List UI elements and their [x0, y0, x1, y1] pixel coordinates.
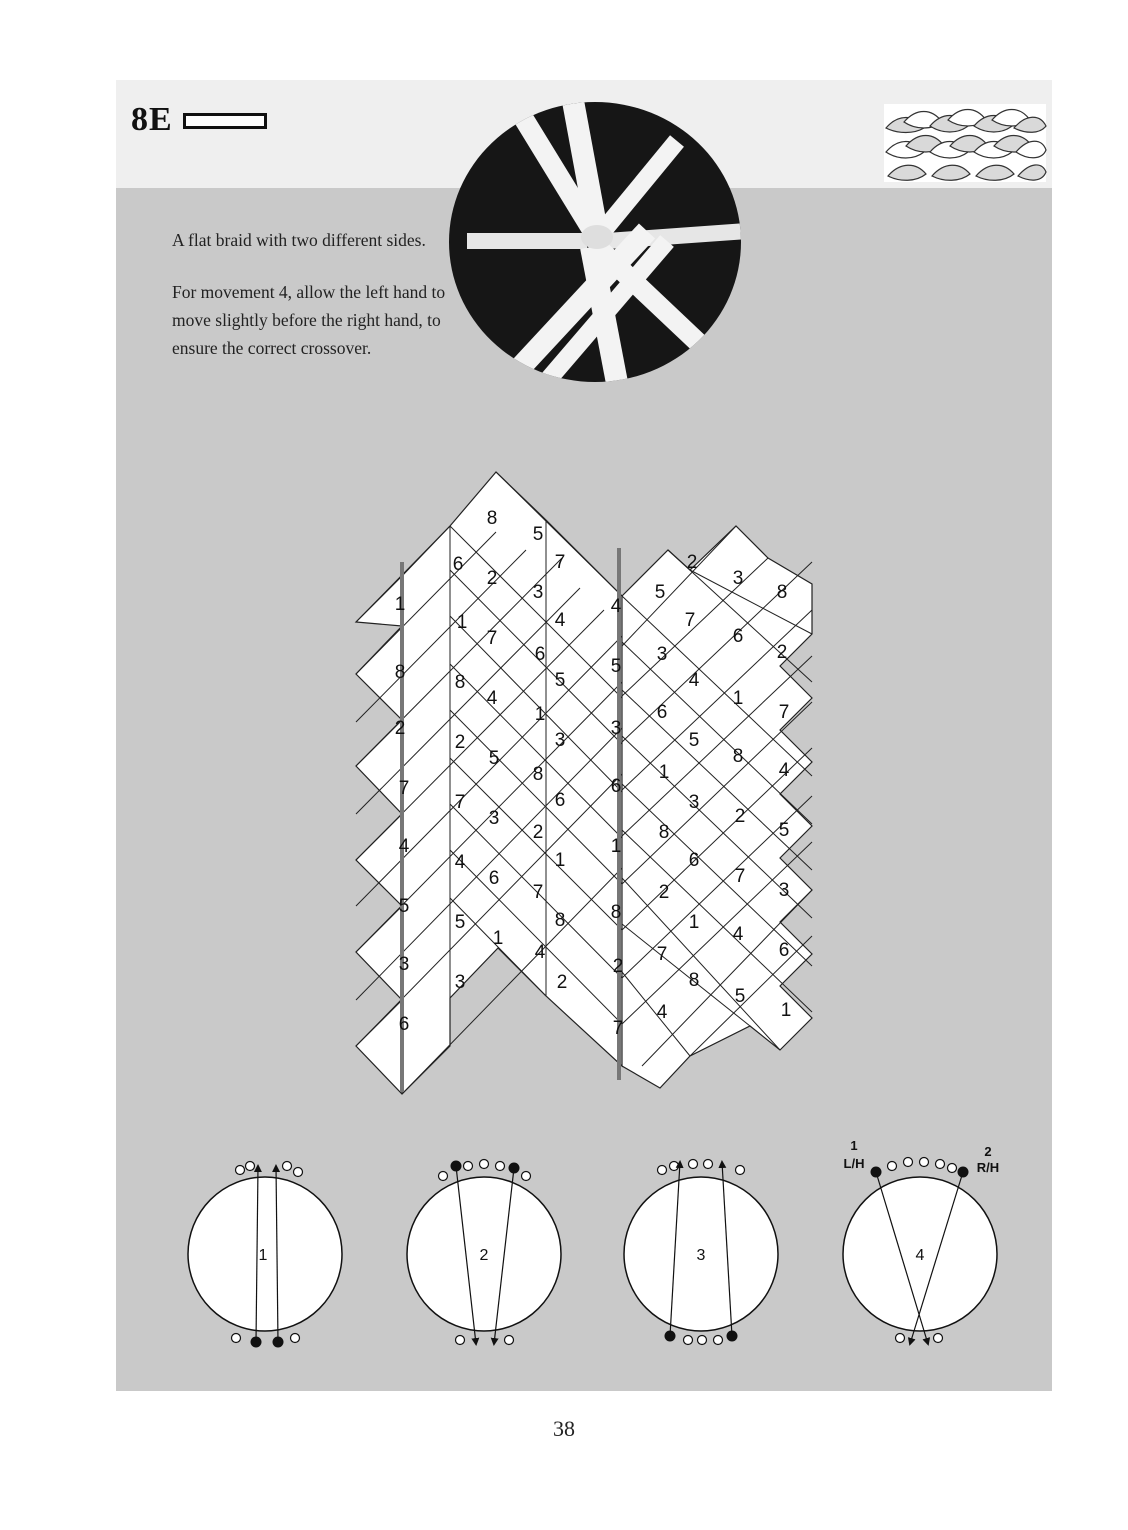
braid-code: 8E	[131, 101, 173, 138]
diagram-number: 3	[778, 880, 790, 901]
diagram-number: 3	[688, 792, 700, 813]
right-hand-order: 2	[984, 1144, 992, 1159]
diagram-number: 4	[486, 688, 498, 709]
movement-number: 4	[915, 1247, 925, 1264]
movement-4-diagram	[843, 1138, 999, 1344]
movement-1-diagram	[188, 1162, 342, 1348]
diagram-number: 6	[688, 850, 700, 871]
diagram-number: 8	[732, 746, 744, 767]
diagram-number: 4	[732, 924, 744, 945]
diagram-number: 6	[656, 702, 668, 723]
description-paragraph-1: A flat braid with two different sides.	[172, 230, 426, 250]
diagram-number: 6	[610, 776, 622, 797]
diagram-number: 2	[658, 882, 670, 903]
diagram-number: 2	[394, 718, 406, 739]
diagram-number: 5	[532, 524, 544, 545]
diagram-number: 8	[454, 672, 466, 693]
diagram-number: 5	[654, 582, 666, 603]
diagram-number: 8	[554, 910, 566, 931]
diagram-number: 3	[610, 718, 622, 739]
diagram-number: 5	[734, 986, 746, 1007]
braid-texture-illustration	[884, 104, 1046, 182]
diagram-number: 3	[454, 972, 466, 993]
diagram-number: 2	[486, 568, 498, 589]
diagram-number: 7	[554, 552, 566, 573]
diagram-number: 3	[656, 644, 668, 665]
diagram-number: 6	[778, 940, 790, 961]
diagram-number: 1	[658, 762, 670, 783]
diagram-number: 3	[398, 954, 410, 975]
diagram-number: 2	[532, 822, 544, 843]
diagram-number: 4	[454, 852, 466, 873]
diagram-number: 5	[488, 748, 500, 769]
diagram-number: 5	[454, 912, 466, 933]
diagram-number: 1	[732, 688, 744, 709]
diagram-number: 6	[732, 626, 744, 647]
diagram-number: 7	[532, 882, 544, 903]
diagram-number: 8	[394, 662, 406, 683]
diagram-number: 6	[398, 1014, 410, 1035]
diagram-number: 1	[394, 594, 406, 615]
diagram-number: 6	[488, 868, 500, 889]
movement-number: 3	[696, 1247, 706, 1264]
left-guide-bar	[400, 562, 404, 1092]
diagram-number: 1	[492, 928, 504, 949]
diagram-number: 1	[688, 912, 700, 933]
diagram-number: 6	[554, 790, 566, 811]
diagram-number: 7	[778, 702, 790, 723]
diagram-number: 4	[688, 670, 700, 691]
diagram-number: 4	[610, 596, 622, 617]
diagram-number: 4	[398, 836, 410, 857]
page-number: 38	[553, 1416, 575, 1441]
diagram-number: 1	[456, 612, 468, 633]
diagram-number: 7	[734, 866, 746, 887]
diagram-number: 8	[658, 822, 670, 843]
diagram-number: 2	[776, 642, 788, 663]
diagram-number: 5	[610, 656, 622, 677]
movement-diagrams	[170, 1130, 1030, 1360]
diagram-number: 1	[610, 836, 622, 857]
diagram-number: 3	[488, 808, 500, 829]
diagram-number: 1	[534, 704, 546, 725]
diagram-number: 3	[732, 568, 744, 589]
diagram-number: 8	[776, 582, 788, 603]
diagram-number: 7	[454, 792, 466, 813]
diagram-number: 8	[688, 970, 700, 991]
diagram-number: 4	[656, 1002, 668, 1023]
diagram-number: 7	[612, 1018, 624, 1039]
diagram-number: 2	[612, 956, 624, 977]
diagram-number: 7	[398, 778, 410, 799]
diagram-number: 7	[684, 610, 696, 631]
diagram-number: 4	[554, 610, 566, 631]
diagram-number: 8	[486, 508, 498, 529]
diagram-number: 2	[734, 806, 746, 827]
diagram-number: 2	[556, 972, 568, 993]
diagram-number: 4	[778, 760, 790, 781]
diagram-number: 7	[656, 944, 668, 965]
braid-code-bar	[183, 113, 267, 129]
diagram-number: 6	[534, 644, 546, 665]
movement-3-diagram	[624, 1160, 778, 1345]
movement-2-diagram	[407, 1160, 561, 1345]
diagram-number: 4	[534, 942, 546, 963]
diagram-number: 6	[452, 554, 464, 575]
braid-description	[172, 226, 452, 386]
diagram-number: 8	[532, 764, 544, 785]
movement-number: 1	[258, 1247, 268, 1264]
diagram-number: 3	[554, 730, 566, 751]
braid-structure-diagram	[350, 466, 830, 1106]
right-guide-bar	[617, 548, 621, 1080]
diagram-number: 5	[554, 670, 566, 691]
diagram-number: 5	[688, 730, 700, 751]
description-paragraph-2: For movement 4, allow the left hand to move slightly before the right hand, to ensure the correct crossover.	[172, 282, 446, 358]
diagram-number: 1	[780, 1000, 792, 1021]
diagram-number: 2	[454, 732, 466, 753]
diagram-number: 3	[532, 582, 544, 603]
diagram-number: 5	[398, 896, 410, 917]
diagram-number: 2	[686, 552, 698, 573]
diagram-number: 1	[554, 850, 566, 871]
diagram-number: 8	[610, 902, 622, 923]
right-hand-label: R/H	[976, 1160, 1000, 1175]
diagram-number: 5	[778, 820, 790, 841]
diagram-number: 7	[486, 628, 498, 649]
left-hand-label: L/H	[843, 1156, 865, 1171]
left-hand-order: 1	[850, 1138, 858, 1153]
movement-number: 2	[479, 1247, 489, 1264]
braiding-disk-photo	[447, 101, 743, 383]
